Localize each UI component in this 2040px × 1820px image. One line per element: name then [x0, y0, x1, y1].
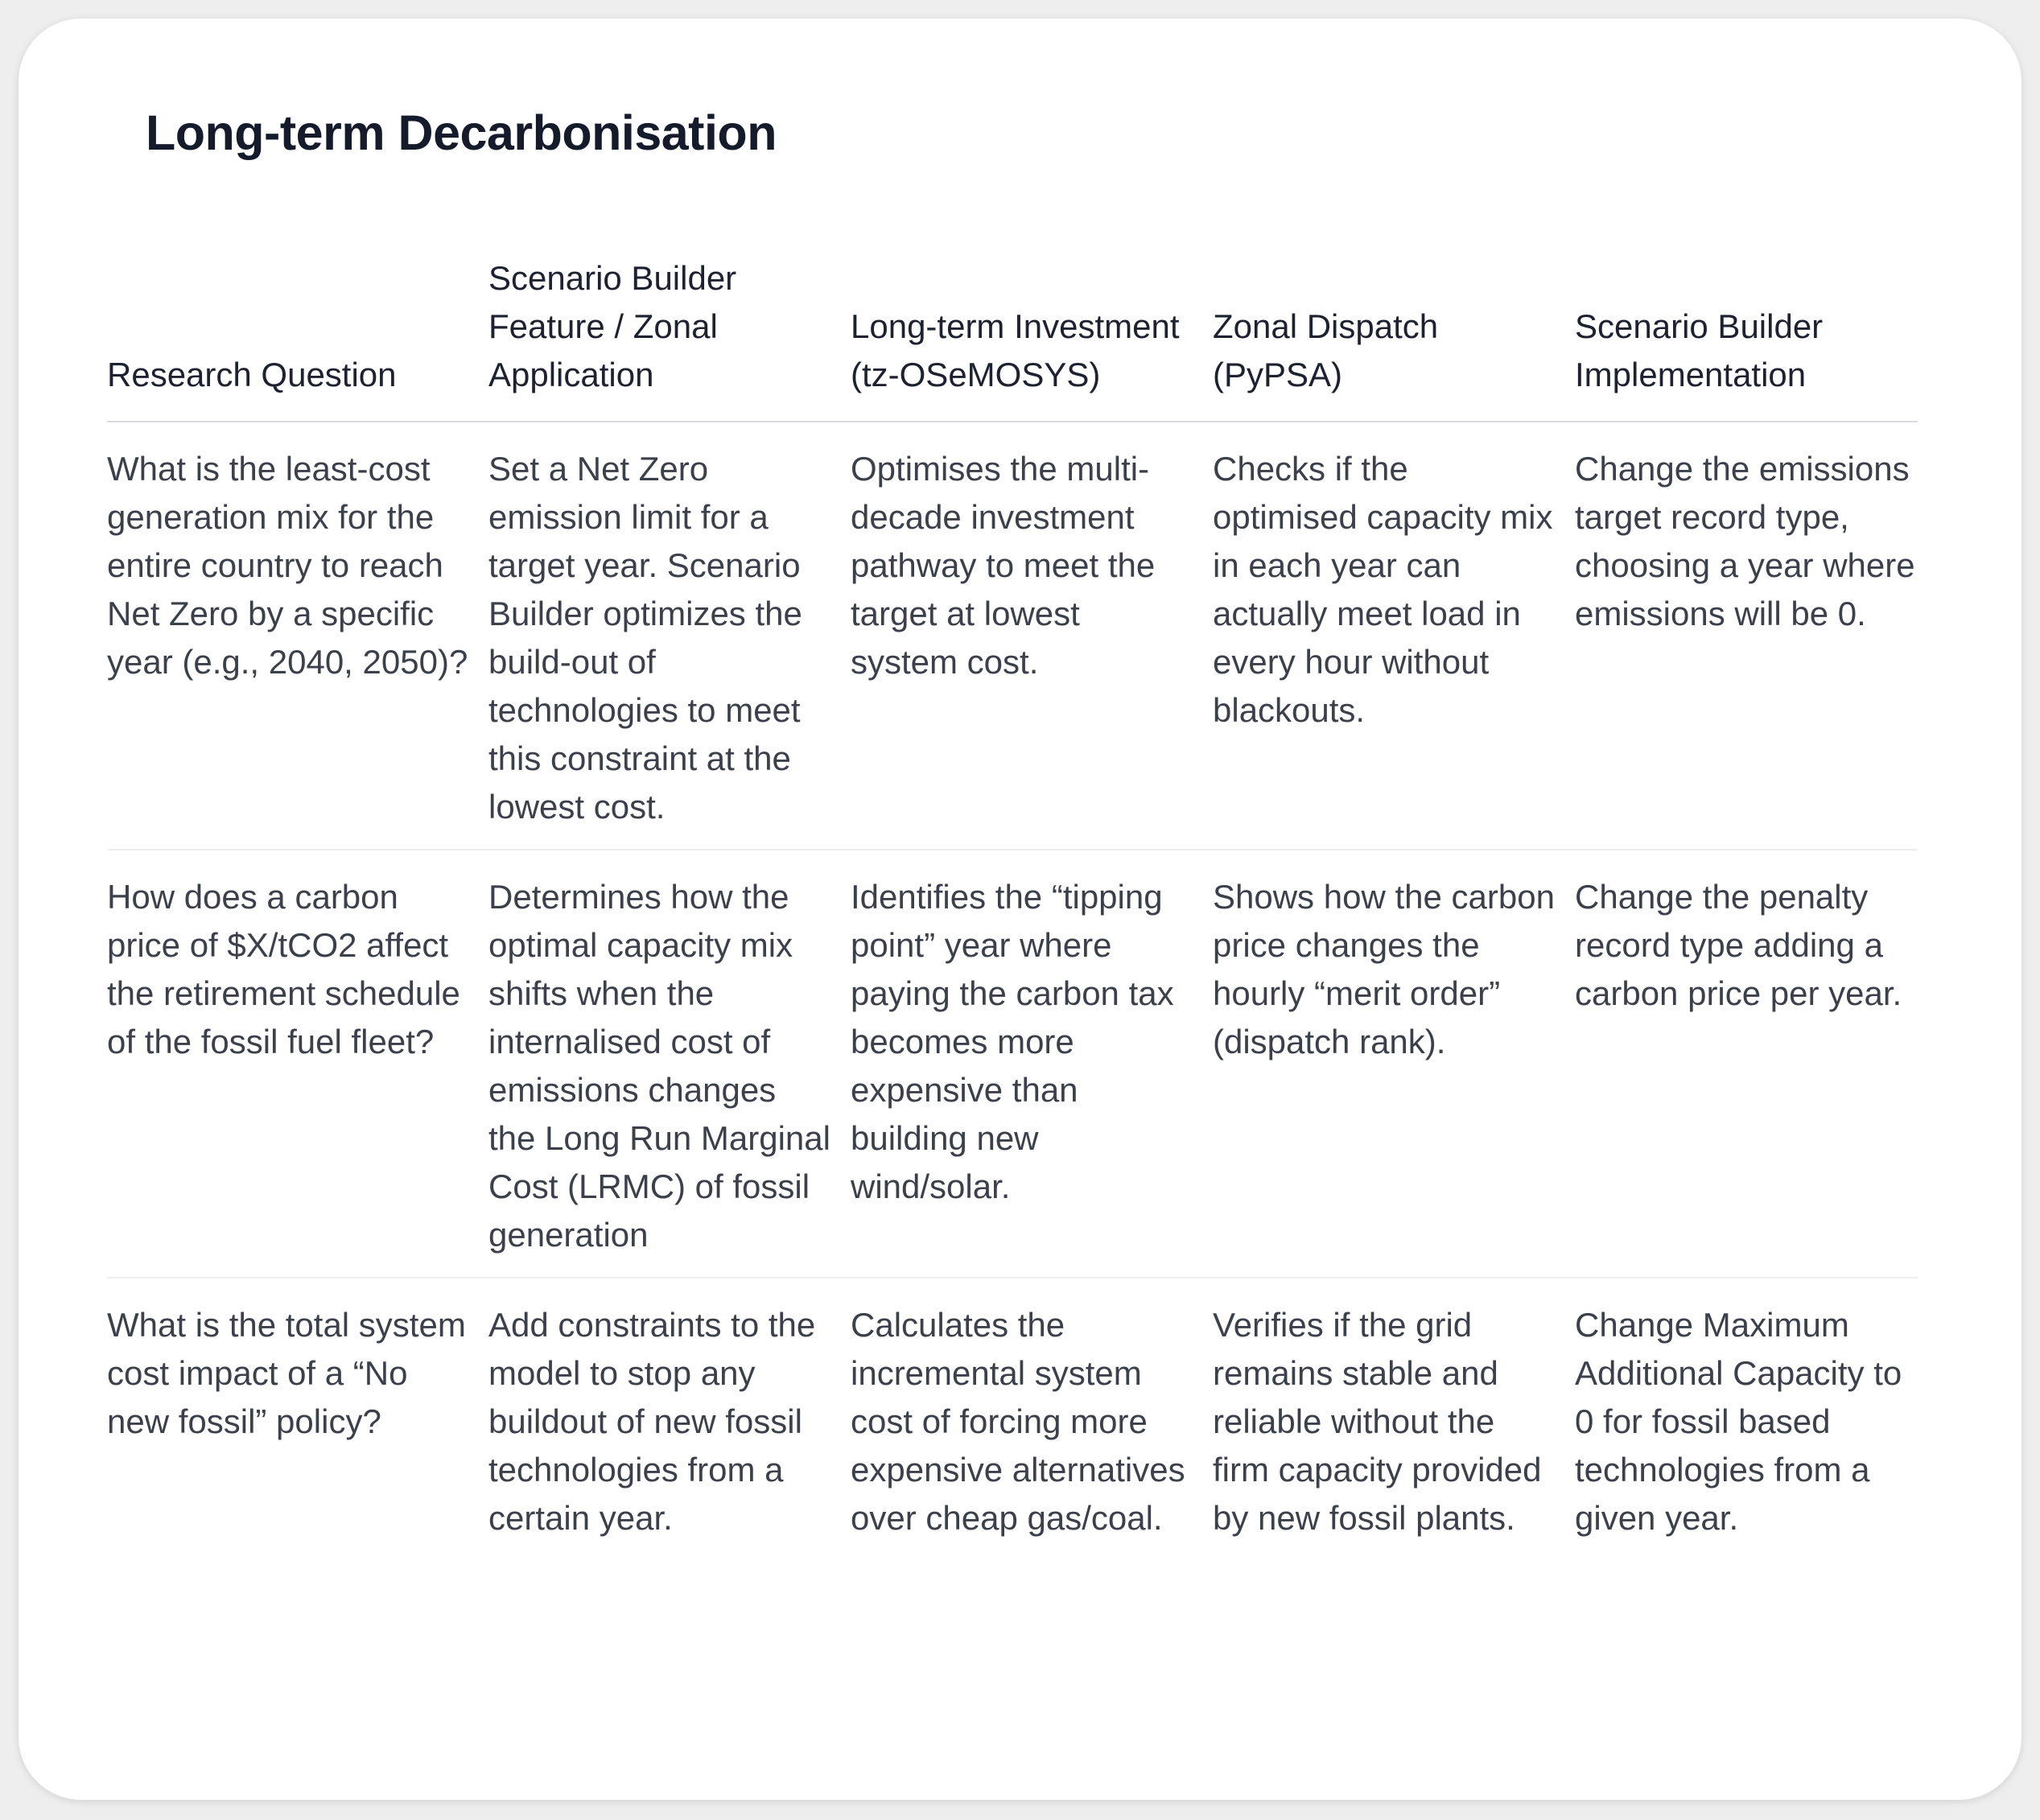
- page-title: Long-term Decarbonisation: [146, 105, 777, 160]
- cell-scenario-builder-implementation: Change the emissions target record type, choosing a year where emissions will be 0.: [1575, 422, 1918, 850]
- cell-research-question: What is the least-cost generation mix for the entire country to reach Net Zero by a specific year (e.g., 2040, 2050)?: [107, 422, 488, 850]
- cell-long-term-investment: Calculates the incremental system cost of forcing more expensive alternatives over cheap gas/coal.: [851, 1306, 1185, 1537]
- content-card: [19, 19, 2021, 1800]
- cell-long-term-investment: Optimises the multi-decade investment pathway to meet the target at lowest system cost.: [851, 422, 1213, 850]
- cell-scenario-builder-implementation: Change Maximum Additional Capacity to 0 for fossil based technologies from a given year.: [1575, 1306, 1902, 1537]
- cell-zonal-dispatch: Shows how the carbon price changes the hourly “merit order” (dispatch rank).: [1213, 850, 1575, 1278]
- table-row: [107, 1278, 1918, 1560]
- decarbonisation-table: [107, 254, 1918, 1560]
- table-row: [107, 422, 1918, 850]
- cell-scenario-builder-feature: Set a Net Zero emission limit for a target year. Scenario Builder optimizes the build-out of technologies to meet this constraint at the lowest cost.: [488, 422, 851, 850]
- cell-scenario-builder-implementation: Change the penalty record type adding a carbon price per year.: [1575, 850, 1918, 1278]
- cell-zonal-dispatch: Verifies if the grid remains stable and reliable without the firm capacity provided by new fossil plants.: [1213, 1306, 1542, 1537]
- header-scenario-builder-feature: Scenario Builder Feature / Zonal Application: [488, 254, 851, 422]
- cell-scenario-builder-feature: Add constraints to the model to stop any buildout of new fossil technologies from a certain year.: [488, 1306, 816, 1537]
- cell-research-question: What is the total system cost impact of a “No new fossil” policy?: [107, 1306, 466, 1440]
- header-scenario-builder-implementation: Scenario Builder Implementation: [1575, 254, 1918, 422]
- cell-scenario-builder-feature: Determines how the optimal capacity mix shifts when the internalised cost of emissions changes the Long Run Marginal Cost (LRMC) of fossil generation: [488, 850, 851, 1278]
- header-zonal-dispatch: Zonal Dispatch (PyPSA): [1213, 254, 1575, 422]
- table-row: [107, 850, 1918, 1278]
- cell-long-term-investment: Identifies the “tipping point” year where paying the carbon tax becomes more expensive than building new wind/solar.: [851, 850, 1213, 1278]
- cell-research-question: How does a carbon price of $X/tCO2 affect the retirement schedule of the fossil fuel fleet?: [107, 850, 488, 1278]
- cell-zonal-dispatch: Checks if the optimised capacity mix in each year can actually meet load in every hour without blackouts.: [1213, 422, 1575, 850]
- header-long-term-investment: Long-term Investment (tz-OSeMOSYS): [851, 254, 1213, 422]
- table-header-row: [107, 254, 1918, 422]
- header-research-question: Research Question: [107, 254, 488, 422]
